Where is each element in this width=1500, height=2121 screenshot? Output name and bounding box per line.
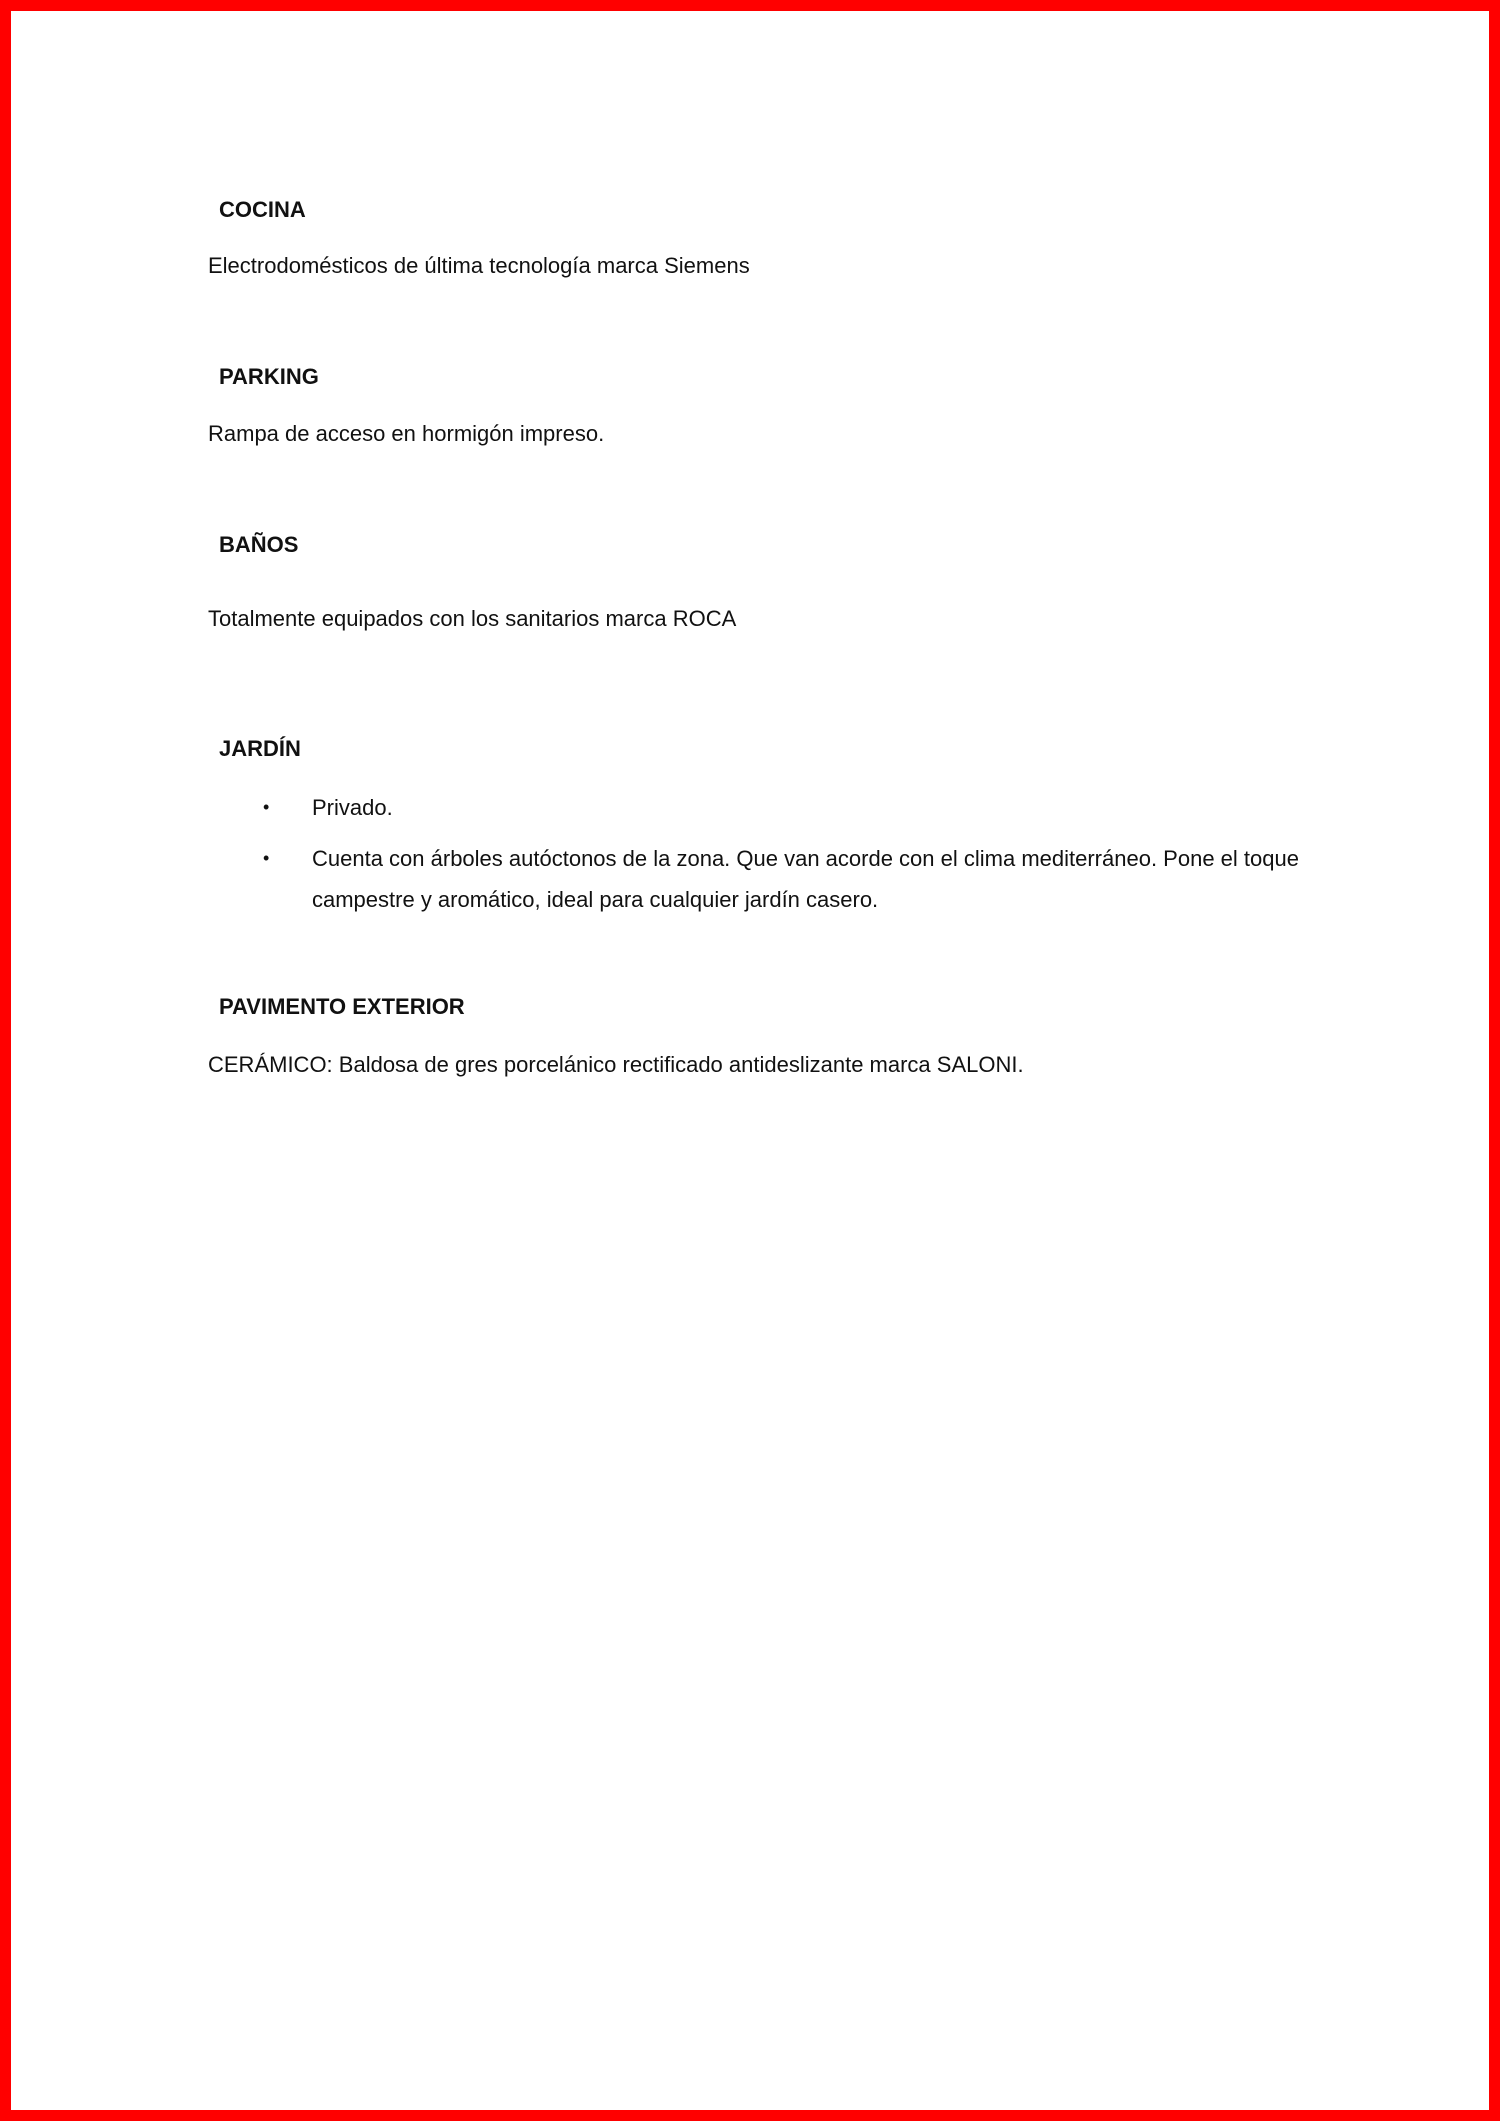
- heading-jardin: JARDÍN: [219, 736, 301, 761]
- jardin-bullet-list: [263, 787, 1363, 920]
- paragraph-pavimento-exterior: CERÁMICO: Baldosa de gres porcelánico rectificado antideslizante marca SALONI.: [208, 1052, 1024, 1077]
- heading-cocina: COCINA: [219, 197, 306, 222]
- list-item-text: Privado.: [312, 795, 393, 820]
- heading-pavimento-exterior: PAVIMENTO EXTERIOR: [219, 994, 465, 1019]
- list-item-text: Cuenta con árboles autóctonos de la zona. Que van acorde con el clima mediterráneo. Pone el toque campestre y aromático, ideal para cualquier jardín casero.: [312, 846, 1299, 912]
- list-item: [263, 838, 1363, 920]
- list-item: [263, 787, 1363, 828]
- heading-parking: PARKING: [219, 364, 319, 389]
- paragraph-banos: Totalmente equipados con los sanitarios marca ROCA: [208, 606, 737, 631]
- bullet-icon: •: [263, 848, 270, 868]
- bullet-icon: •: [263, 797, 270, 817]
- heading-banos: BAÑOS: [219, 532, 299, 557]
- paragraph-parking: Rampa de acceso en hormigón impreso.: [208, 421, 605, 446]
- paragraph-cocina: Electrodomésticos de última tecnología marca Siemens: [208, 253, 750, 278]
